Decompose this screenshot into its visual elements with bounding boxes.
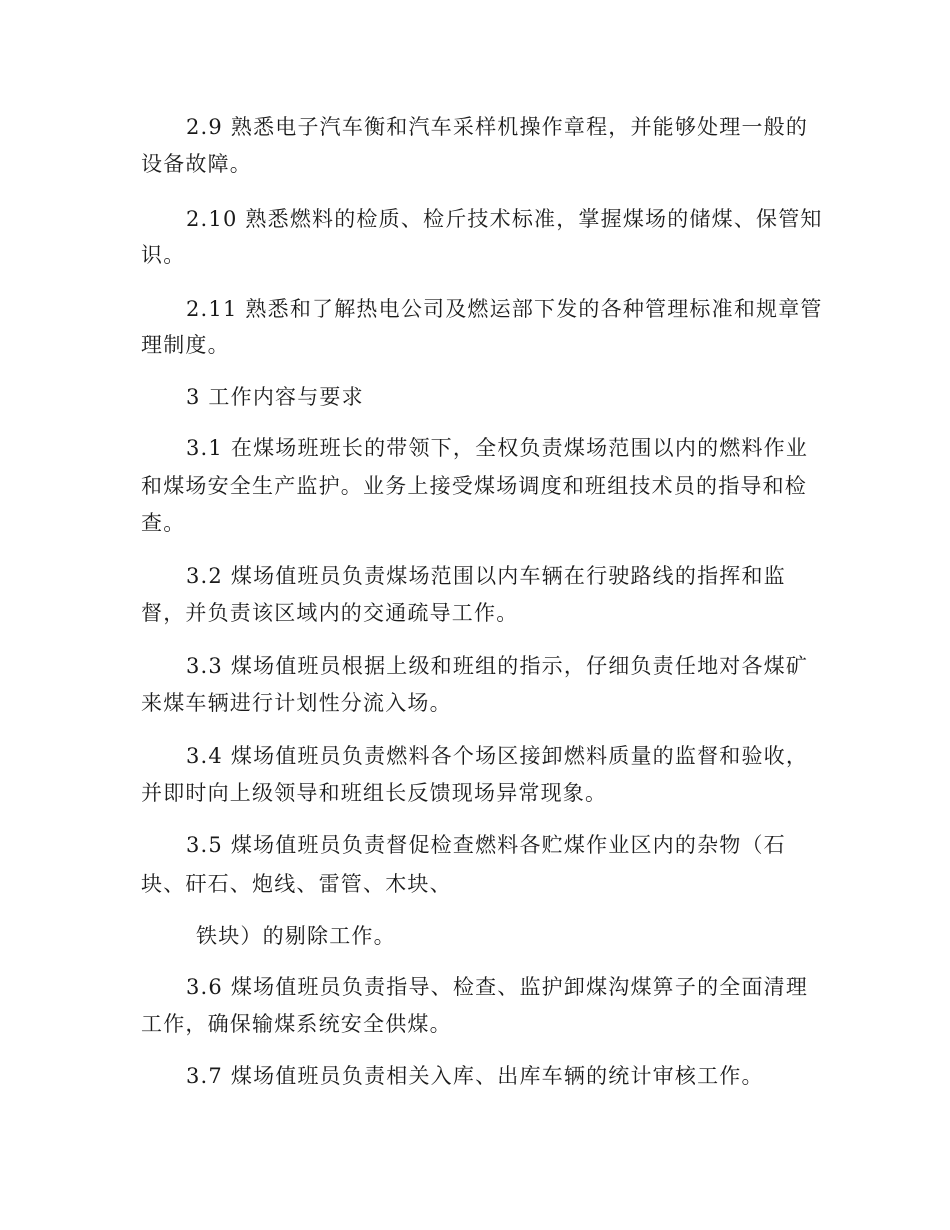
text-line: 设备故障。	[141, 152, 252, 176]
text-line: 2.10 熟悉燃料的检质、检斤技术标准，掌握煤场的储煤、保管知	[186, 207, 823, 231]
text-line: 来煤车辆进行计划性分流入场。	[141, 691, 452, 715]
text-line: 铁块）的剔除工作。	[196, 924, 396, 948]
text-line: 3.6 煤场值班员负责指导、检查、监护卸煤沟煤箅子的全面清理	[186, 975, 809, 999]
text-line: 识。	[141, 243, 186, 267]
text-line: 查。	[141, 511, 186, 535]
text-line: 3.2 煤场值班员负责煤场范围以内车辆在行驶路线的指挥和监	[186, 564, 786, 588]
text-line: 2.9 熟悉电子汽车衡和汽车采样机操作章程，并能够处理一般的	[186, 115, 809, 139]
text-line: 3.1 在煤场班班长的带领下，全权负责煤场范围以内的燃料作业	[186, 436, 809, 460]
text-line: 3.5 煤场值班员负责督促检查燃料各贮煤作业区内的杂物（石	[186, 833, 786, 857]
text-line: 2.11 熟悉和了解热电公司及燃运部下发的各种管理标准和规章管	[186, 297, 823, 321]
text-line: 3.7 煤场值班员负责相关入库、出库车辆的统计审核工作。	[186, 1064, 764, 1088]
text-line: 和煤场安全生产监护。业务上接受煤场调度和班组技术员的指导和检	[141, 474, 807, 498]
text-line: 3.4 煤场值班员负责燃料各个场区接卸燃料质量的监督和验收，	[186, 744, 809, 768]
text-line: 并即时向上级领导和班组长反馈现场异常现象。	[141, 781, 608, 805]
text-line: 理制度。	[141, 333, 230, 357]
text-line: 督，并负责该区域内的交通疏导工作。	[141, 601, 519, 625]
section-heading: 3 工作内容与要求	[186, 385, 364, 409]
text-line: 块、矸石、炮线、雷管、木块、	[141, 872, 452, 896]
text-line: 3.3 煤场值班员根据上级和班组的指示，仔细负责任地对各煤矿	[186, 654, 809, 678]
text-line: 工作，确保输煤系统安全供煤。	[141, 1012, 452, 1036]
